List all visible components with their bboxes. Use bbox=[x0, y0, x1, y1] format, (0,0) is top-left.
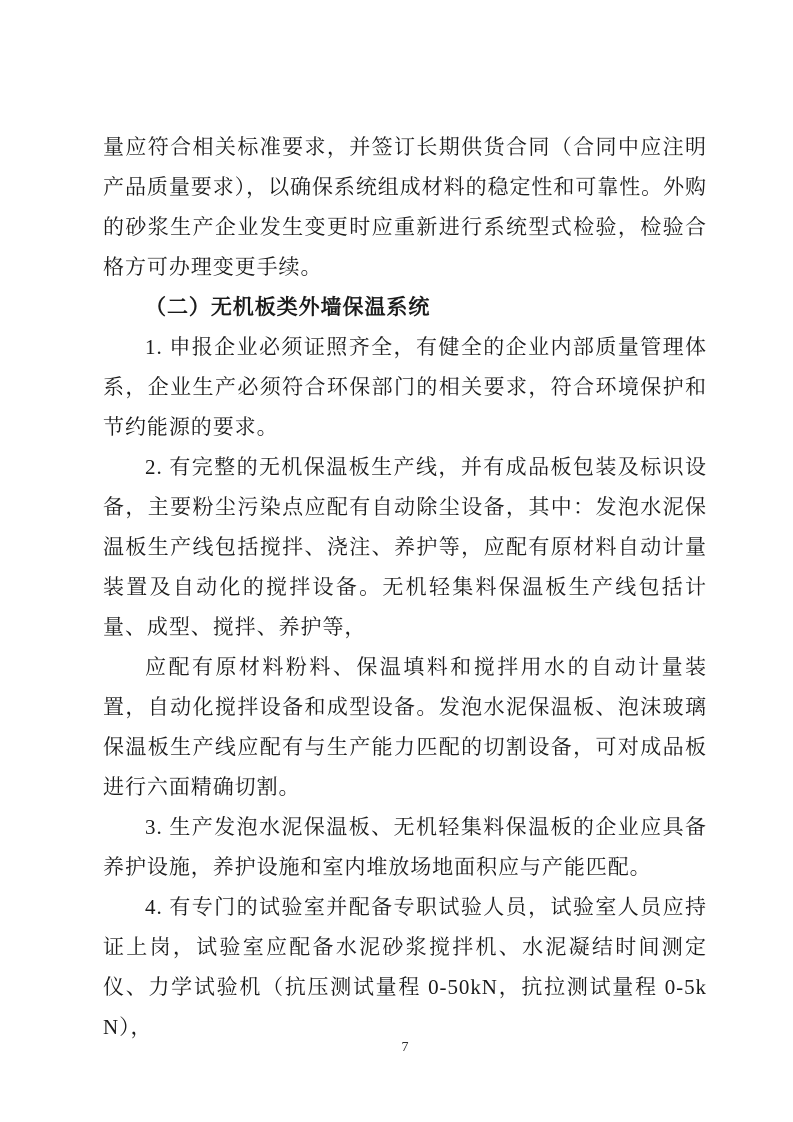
para-1-enterprise-qualifications: 1. 申报企业必须证照齐全，有健全的企业内部质量管理体系，企业生产必须符合环保部门的相关要求，符合环境保护和节约能源的要求。 bbox=[103, 335, 707, 439]
para-4-laboratory-requirements: 4. 有专门的试验室并配备专职试验人员，试验室人员应持证上岗，试验室应配备水泥砂浆搅拌机、水泥凝结时间测定仪、力学试验机（抗压测试量程 0-50kN，抗拉测试量程 0-5kN）， bbox=[103, 895, 707, 1039]
page-number: 7 bbox=[401, 1040, 409, 1055]
para-3-curing-facilities: 3. 生产发泡水泥保温板、无机轻集料保温板的企业应具备养护设施，养护设施和室内堆放场地面积应与产能匹配。 bbox=[103, 815, 707, 879]
para-2-production-line-equipment: 2. 有完整的无机保温板生产线，并有成品板包装及标识设备，主要粉尘污染点应配有自动除尘设备，其中：发泡水泥保温板生产线包括搅拌、浇注、养护等，应配有原材料自动计量装置及自动化的搅拌设备。无机轻集料保温板生产线包括计量、成型、搅拌、养护等， bbox=[103, 455, 707, 639]
heading-inorganic-board-insulation-system: （二）无机板类外墙保温系统 bbox=[145, 295, 431, 319]
para-2b-metering-and-cutting-equipment: 应配有原材料粉料、保温填料和搅拌用水的自动计量装置，自动化搅拌设备和成型设备。发泡水泥保温板、泡沫玻璃保温板生产线应配有与生产能力匹配的切割设备，可对成品板进行六面精确切割。 bbox=[103, 655, 707, 799]
para-supply-contract-continued: 量应符合相关标准要求，并签订长期供货合同（合同中应注明产品质量要求），以确保系统组成材料的稳定性和可靠性。外购的砂浆生产企业发生变更时应重新进行系统型式检验，检验合格方可办理变更手续。 bbox=[103, 135, 707, 279]
document-body bbox=[103, 127, 707, 1047]
